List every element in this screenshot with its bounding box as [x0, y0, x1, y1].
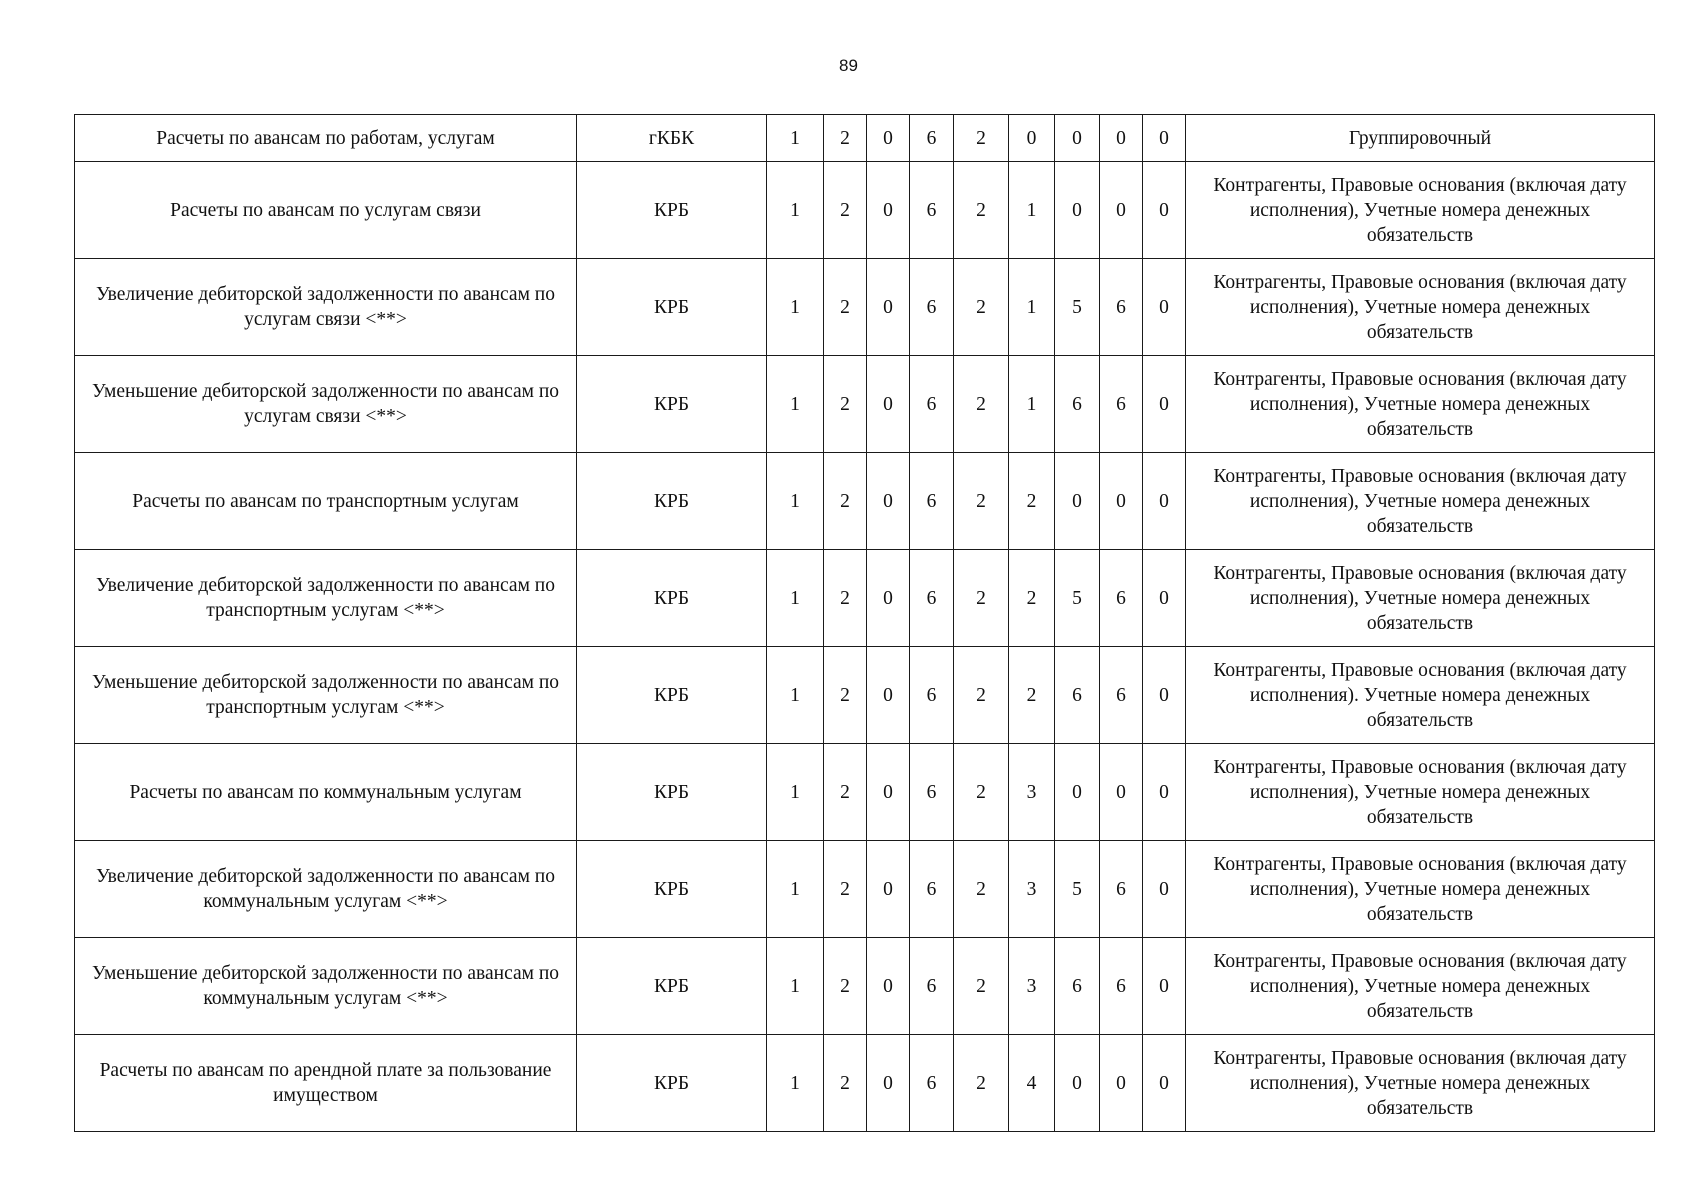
account-digit-cell: 6 [910, 115, 954, 162]
account-name-cell: Уменьшение дебиторской задолженности по авансам по услугам связи <**> [75, 356, 577, 453]
code-type-cell: КРБ [577, 356, 767, 453]
account-digit-cell: 2 [954, 356, 1009, 453]
account-name-cell: Расчеты по авансам по транспортным услугам [75, 453, 577, 550]
table-row [75, 356, 1655, 453]
account-digit-cell: 5 [1055, 259, 1100, 356]
analytics-cell: Контрагенты, Правовые основания (включая дату исполнения), Учетные номера денежных обязательств [1186, 1035, 1655, 1132]
account-name-cell: Расчеты по авансам по работам, услугам [75, 115, 577, 162]
account-digit-cell: 2 [824, 453, 867, 550]
analytics-cell: Контрагенты, Правовые основания (включая дату исполнения), Учетные номера денежных обязательств [1186, 938, 1655, 1035]
account-digit-cell: 6 [1100, 550, 1143, 647]
table-row [75, 453, 1655, 550]
account-digit-cell: 2 [824, 550, 867, 647]
account-digit-cell: 6 [1100, 938, 1143, 1035]
analytics-cell: Контрагенты, Правовые основания (включая дату исполнения), Учетные номера денежных обязательств [1186, 356, 1655, 453]
table-row [75, 259, 1655, 356]
table-row [75, 744, 1655, 841]
code-type-cell: КРБ [577, 453, 767, 550]
account-digit-cell: 6 [910, 550, 954, 647]
account-digit-cell: 0 [1100, 1035, 1143, 1132]
code-type-cell: КРБ [577, 162, 767, 259]
account-digit-cell: 1 [767, 1035, 824, 1132]
account-digit-cell: 6 [1100, 259, 1143, 356]
analytics-cell: Контрагенты, Правовые основания (включая дату исполнения), Учетные номера денежных обязательств [1186, 744, 1655, 841]
account-name-cell: Расчеты по авансам по арендной плате за пользование имуществом [75, 1035, 577, 1132]
account-digit-cell: 1 [767, 259, 824, 356]
code-type-cell: КРБ [577, 647, 767, 744]
account-digit-cell: 1 [767, 550, 824, 647]
account-digit-cell: 1 [1009, 162, 1055, 259]
account-digit-cell: 0 [1100, 162, 1143, 259]
account-digit-cell: 6 [910, 453, 954, 550]
account-name-cell: Уменьшение дебиторской задолженности по авансам по коммунальным услугам <**> [75, 938, 577, 1035]
account-digit-cell: 0 [1143, 1035, 1186, 1132]
table-row [75, 1035, 1655, 1132]
code-type-cell: КРБ [577, 259, 767, 356]
account-digit-cell: 0 [1143, 938, 1186, 1035]
account-digit-cell: 0 [1143, 162, 1186, 259]
account-digit-cell: 6 [1100, 356, 1143, 453]
account-digit-cell: 6 [1055, 356, 1100, 453]
account-digit-cell: 6 [910, 647, 954, 744]
account-digit-cell: 6 [910, 841, 954, 938]
account-digit-cell: 0 [1143, 550, 1186, 647]
account-digit-cell: 1 [767, 938, 824, 1035]
account-digit-cell: 6 [910, 1035, 954, 1132]
account-digit-cell: 2 [1009, 453, 1055, 550]
account-name-cell: Увеличение дебиторской задолженности по авансам по коммунальным услугам <**> [75, 841, 577, 938]
account-digit-cell: 0 [867, 744, 910, 841]
analytics-cell: Контрагенты, Правовые основания (включая дату исполнения), Учетные номера денежных обязательств [1186, 550, 1655, 647]
account-digit-cell: 0 [867, 938, 910, 1035]
account-digit-cell: 3 [1009, 744, 1055, 841]
account-digit-cell: 2 [824, 938, 867, 1035]
account-digit-cell: 0 [867, 1035, 910, 1132]
account-name-cell: Уменьшение дебиторской задолженности по авансам по транспортным услугам <**> [75, 647, 577, 744]
account-digit-cell: 5 [1055, 841, 1100, 938]
account-digit-cell: 0 [1143, 453, 1186, 550]
account-digit-cell: 2 [954, 259, 1009, 356]
account-digit-cell: 2 [954, 453, 1009, 550]
account-digit-cell: 6 [910, 259, 954, 356]
account-digit-cell: 4 [1009, 1035, 1055, 1132]
account-name-cell: Увеличение дебиторской задолженности по авансам по услугам связи <**> [75, 259, 577, 356]
account-digit-cell: 0 [867, 115, 910, 162]
account-digit-cell: 0 [1100, 744, 1143, 841]
account-register-table [74, 114, 1655, 1132]
account-digit-cell: 0 [867, 841, 910, 938]
account-digit-cell: 0 [1055, 453, 1100, 550]
account-digit-cell: 2 [824, 356, 867, 453]
account-digit-cell: 0 [867, 453, 910, 550]
account-digit-cell: 0 [1009, 115, 1055, 162]
analytics-cell: Контрагенты, Правовые основания (включая дату исполнения), Учетные номера денежных обязательств [1186, 162, 1655, 259]
account-digit-cell: 2 [954, 744, 1009, 841]
analytics-cell: Контрагенты, Правовые основания (включая дату исполнения). Учетные номера денежных обязательств [1186, 647, 1655, 744]
account-digit-cell: 0 [1100, 115, 1143, 162]
account-digit-cell: 0 [1143, 744, 1186, 841]
page-number: 89 [839, 56, 858, 75]
analytics-cell: Группировочный [1186, 115, 1655, 162]
account-digit-cell: 2 [954, 938, 1009, 1035]
account-digit-cell: 2 [954, 1035, 1009, 1132]
analytics-cell: Контрагенты, Правовые основания (включая дату исполнения), Учетные номера денежных обязательств [1186, 453, 1655, 550]
account-digit-cell: 6 [1055, 938, 1100, 1035]
account-name-cell: Расчеты по авансам по коммунальным услугам [75, 744, 577, 841]
account-digit-cell: 1 [1009, 259, 1055, 356]
code-type-cell: КРБ [577, 744, 767, 841]
account-digit-cell: 6 [910, 162, 954, 259]
account-digit-cell: 0 [867, 550, 910, 647]
account-digit-cell: 2 [954, 115, 1009, 162]
table-row [75, 841, 1655, 938]
table-row [75, 115, 1655, 162]
account-digit-cell: 1 [767, 356, 824, 453]
account-digit-cell: 3 [1009, 938, 1055, 1035]
account-digit-cell: 1 [767, 162, 824, 259]
account-name-cell: Расчеты по авансам по услугам связи [75, 162, 577, 259]
account-digit-cell: 6 [1100, 841, 1143, 938]
account-digit-cell: 6 [910, 744, 954, 841]
account-digit-cell: 1 [1009, 356, 1055, 453]
table-row [75, 550, 1655, 647]
account-digit-cell: 2 [824, 841, 867, 938]
code-type-cell: КРБ [577, 938, 767, 1035]
analytics-cell: Контрагенты, Правовые основания (включая дату исполнения), Учетные номера денежных обязательств [1186, 259, 1655, 356]
account-digit-cell: 0 [1100, 453, 1143, 550]
account-digit-cell: 1 [767, 647, 824, 744]
table-row [75, 938, 1655, 1035]
account-digit-cell: 0 [1143, 259, 1186, 356]
account-digit-cell: 2 [954, 550, 1009, 647]
code-type-cell: КРБ [577, 841, 767, 938]
account-name-cell: Увеличение дебиторской задолженности по авансам по транспортным услугам <**> [75, 550, 577, 647]
code-type-cell: гКБК [577, 115, 767, 162]
account-digit-cell: 3 [1009, 841, 1055, 938]
analytics-cell: Контрагенты, Правовые основания (включая дату исполнения), Учетные номера денежных обязательств [1186, 841, 1655, 938]
account-digit-cell: 6 [1100, 647, 1143, 744]
table-row [75, 647, 1655, 744]
account-digit-cell: 2 [954, 647, 1009, 744]
account-digit-cell: 2 [1009, 647, 1055, 744]
account-digit-cell: 0 [867, 162, 910, 259]
account-digit-cell: 2 [824, 1035, 867, 1132]
account-digit-cell: 0 [1143, 356, 1186, 453]
account-digit-cell: 0 [1055, 1035, 1100, 1132]
account-digit-cell: 0 [867, 647, 910, 744]
account-digit-cell: 2 [824, 115, 867, 162]
table-body [75, 115, 1655, 1132]
account-digit-cell: 6 [910, 938, 954, 1035]
account-digit-cell: 2 [954, 162, 1009, 259]
account-digit-cell: 2 [1009, 550, 1055, 647]
account-digit-cell: 0 [1143, 647, 1186, 744]
code-type-cell: КРБ [577, 1035, 767, 1132]
account-digit-cell: 1 [767, 453, 824, 550]
account-digit-cell: 2 [824, 259, 867, 356]
account-digit-cell: 0 [1055, 115, 1100, 162]
account-digit-cell: 0 [867, 356, 910, 453]
account-digit-cell: 1 [767, 115, 824, 162]
account-digit-cell: 6 [1055, 647, 1100, 744]
account-digit-cell: 2 [824, 647, 867, 744]
account-digit-cell: 2 [954, 841, 1009, 938]
code-type-cell: КРБ [577, 550, 767, 647]
account-digit-cell: 2 [824, 162, 867, 259]
account-digit-cell: 0 [1143, 115, 1186, 162]
account-digit-cell: 5 [1055, 550, 1100, 647]
table-row [75, 162, 1655, 259]
account-digit-cell: 1 [767, 841, 824, 938]
account-digit-cell: 6 [910, 356, 954, 453]
account-digit-cell: 2 [824, 744, 867, 841]
account-digit-cell: 1 [767, 744, 824, 841]
account-digit-cell: 0 [1143, 841, 1186, 938]
account-digit-cell: 0 [867, 259, 910, 356]
account-digit-cell: 0 [1055, 162, 1100, 259]
account-digit-cell: 0 [1055, 744, 1100, 841]
